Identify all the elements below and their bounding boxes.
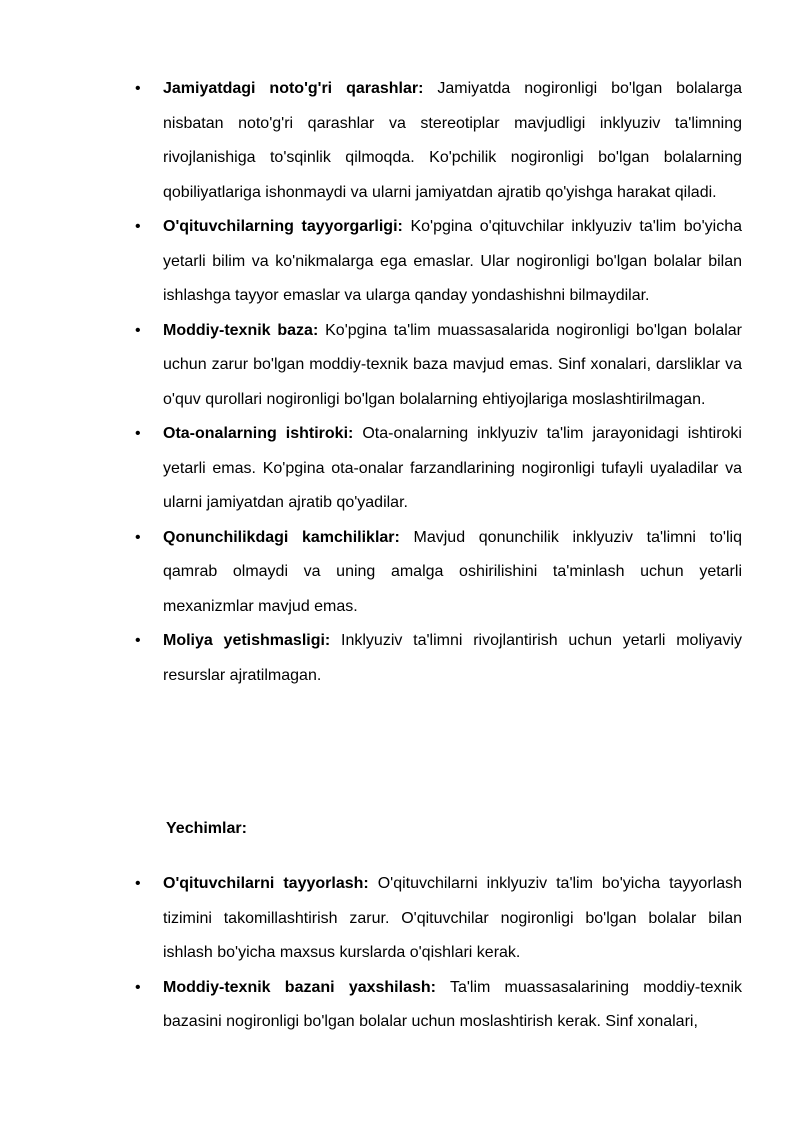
list-item xyxy=(135,624,742,693)
bullet-icon: • xyxy=(135,321,141,339)
item-term: Ota-onalarning ishtiroki: xyxy=(163,425,354,442)
item-term: O'qituvchilarning tayyorgarligi: xyxy=(163,218,403,235)
item-term: Jamiyatdagi noto'g'ri qarashlar: xyxy=(163,80,424,97)
list-item xyxy=(135,210,742,314)
item-term: Qonunchilikdagi kamchiliklar: xyxy=(163,528,400,546)
bullet-icon: • xyxy=(135,875,141,892)
item-term: Moddiy-texnik baza: xyxy=(163,321,319,339)
problems-list xyxy=(135,72,742,693)
item-text: Ota-onalarning inklyuziv ta'lim jarayonidagi ishtiroki yetarli emas. Ko'pgina ota-onalar farzandlarining nogironligi tufayli uyaladilar va ularni jamiyatdan ajratib qo'yadilar. xyxy=(163,425,742,511)
item-text: Mavjud qonunchilik inklyuziv ta'limni to'liq qamrab olmaydi va uning amalga oshirilishini ta'minlash uchun yetarli mexanizmlar mavjud emas. xyxy=(163,528,742,615)
bullet-icon: • xyxy=(135,425,141,442)
item-term: O'qituvchilarni tayyorlash: xyxy=(163,875,369,892)
list-item xyxy=(135,417,742,521)
item-text: Ta'lim muassasalarining moddiy-texnik bazasini nogironligi bo'lgan bolalar uchun moslashtirish kerak. Sinf xonalari, xyxy=(163,978,743,1030)
item-text: Ko'pgina o'qituvchilar inklyuziv ta'lim bo'yicha yetarli bilim va ko'nikmalarga ega emaslar. Ular nogironligi bo'lgan bolalar bilan ishlashga tayyor emaslar va ularga qanday yondashishni bilmaydilar. xyxy=(163,218,742,304)
solutions-list xyxy=(135,867,742,1040)
bullet-icon: • xyxy=(135,528,141,546)
solutions-heading: Yechimlar: xyxy=(166,820,247,837)
bullet-icon: • xyxy=(135,80,141,97)
list-item xyxy=(135,521,742,625)
bullet-icon: • xyxy=(135,978,141,996)
list-item xyxy=(135,867,742,971)
list-item xyxy=(135,314,742,418)
item-text: Ko'pgina ta'lim muassasalarida nogironligi bo'lgan bolalar uchun zarur bo'lgan moddiy-texnik baza mavjud emas. Sinf xonalari, darsliklar va o'quv qurollari nogironligi bo'lgan bolalarning ehtiyojlariga moslashtirilmagan. xyxy=(163,321,742,408)
bullet-icon: • xyxy=(135,218,141,235)
bullet-icon: • xyxy=(135,632,141,649)
item-text: Jamiyatda nogironligi bo'lgan bolalarga nisbatan noto'g'ri qarashlar va stereotiplar mavjudligi inklyuziv ta'limning rivojlanishiga to'sqinlik qilmoqda. Ko'pchilik nogironligi bo'lgan bolalarning qobiliyatlariga ishonmaydi va ularni jamiyatdan ajratib qo'yishga harakat qiladi. xyxy=(163,80,743,201)
item-term: Moliya yetishmasligi: xyxy=(163,632,331,649)
list-item xyxy=(135,971,742,1040)
item-term: Moddiy-texnik bazani yaxshilash: xyxy=(163,978,436,996)
item-text: O'qituvchilarni inklyuziv ta'lim bo'yicha tayyorlash tizimini takomillashtirish zarur. O'qituvchilar nogironligi bo'lgan bolalar bilan ishlash bo'yicha maxsus kurslarda o'qishlari kerak. xyxy=(163,875,743,961)
item-text: Inklyuziv ta'limni rivojlantirish uchun yetarli moliyaviy resurslar ajratilmagan. xyxy=(163,632,743,684)
list-item xyxy=(135,72,742,210)
